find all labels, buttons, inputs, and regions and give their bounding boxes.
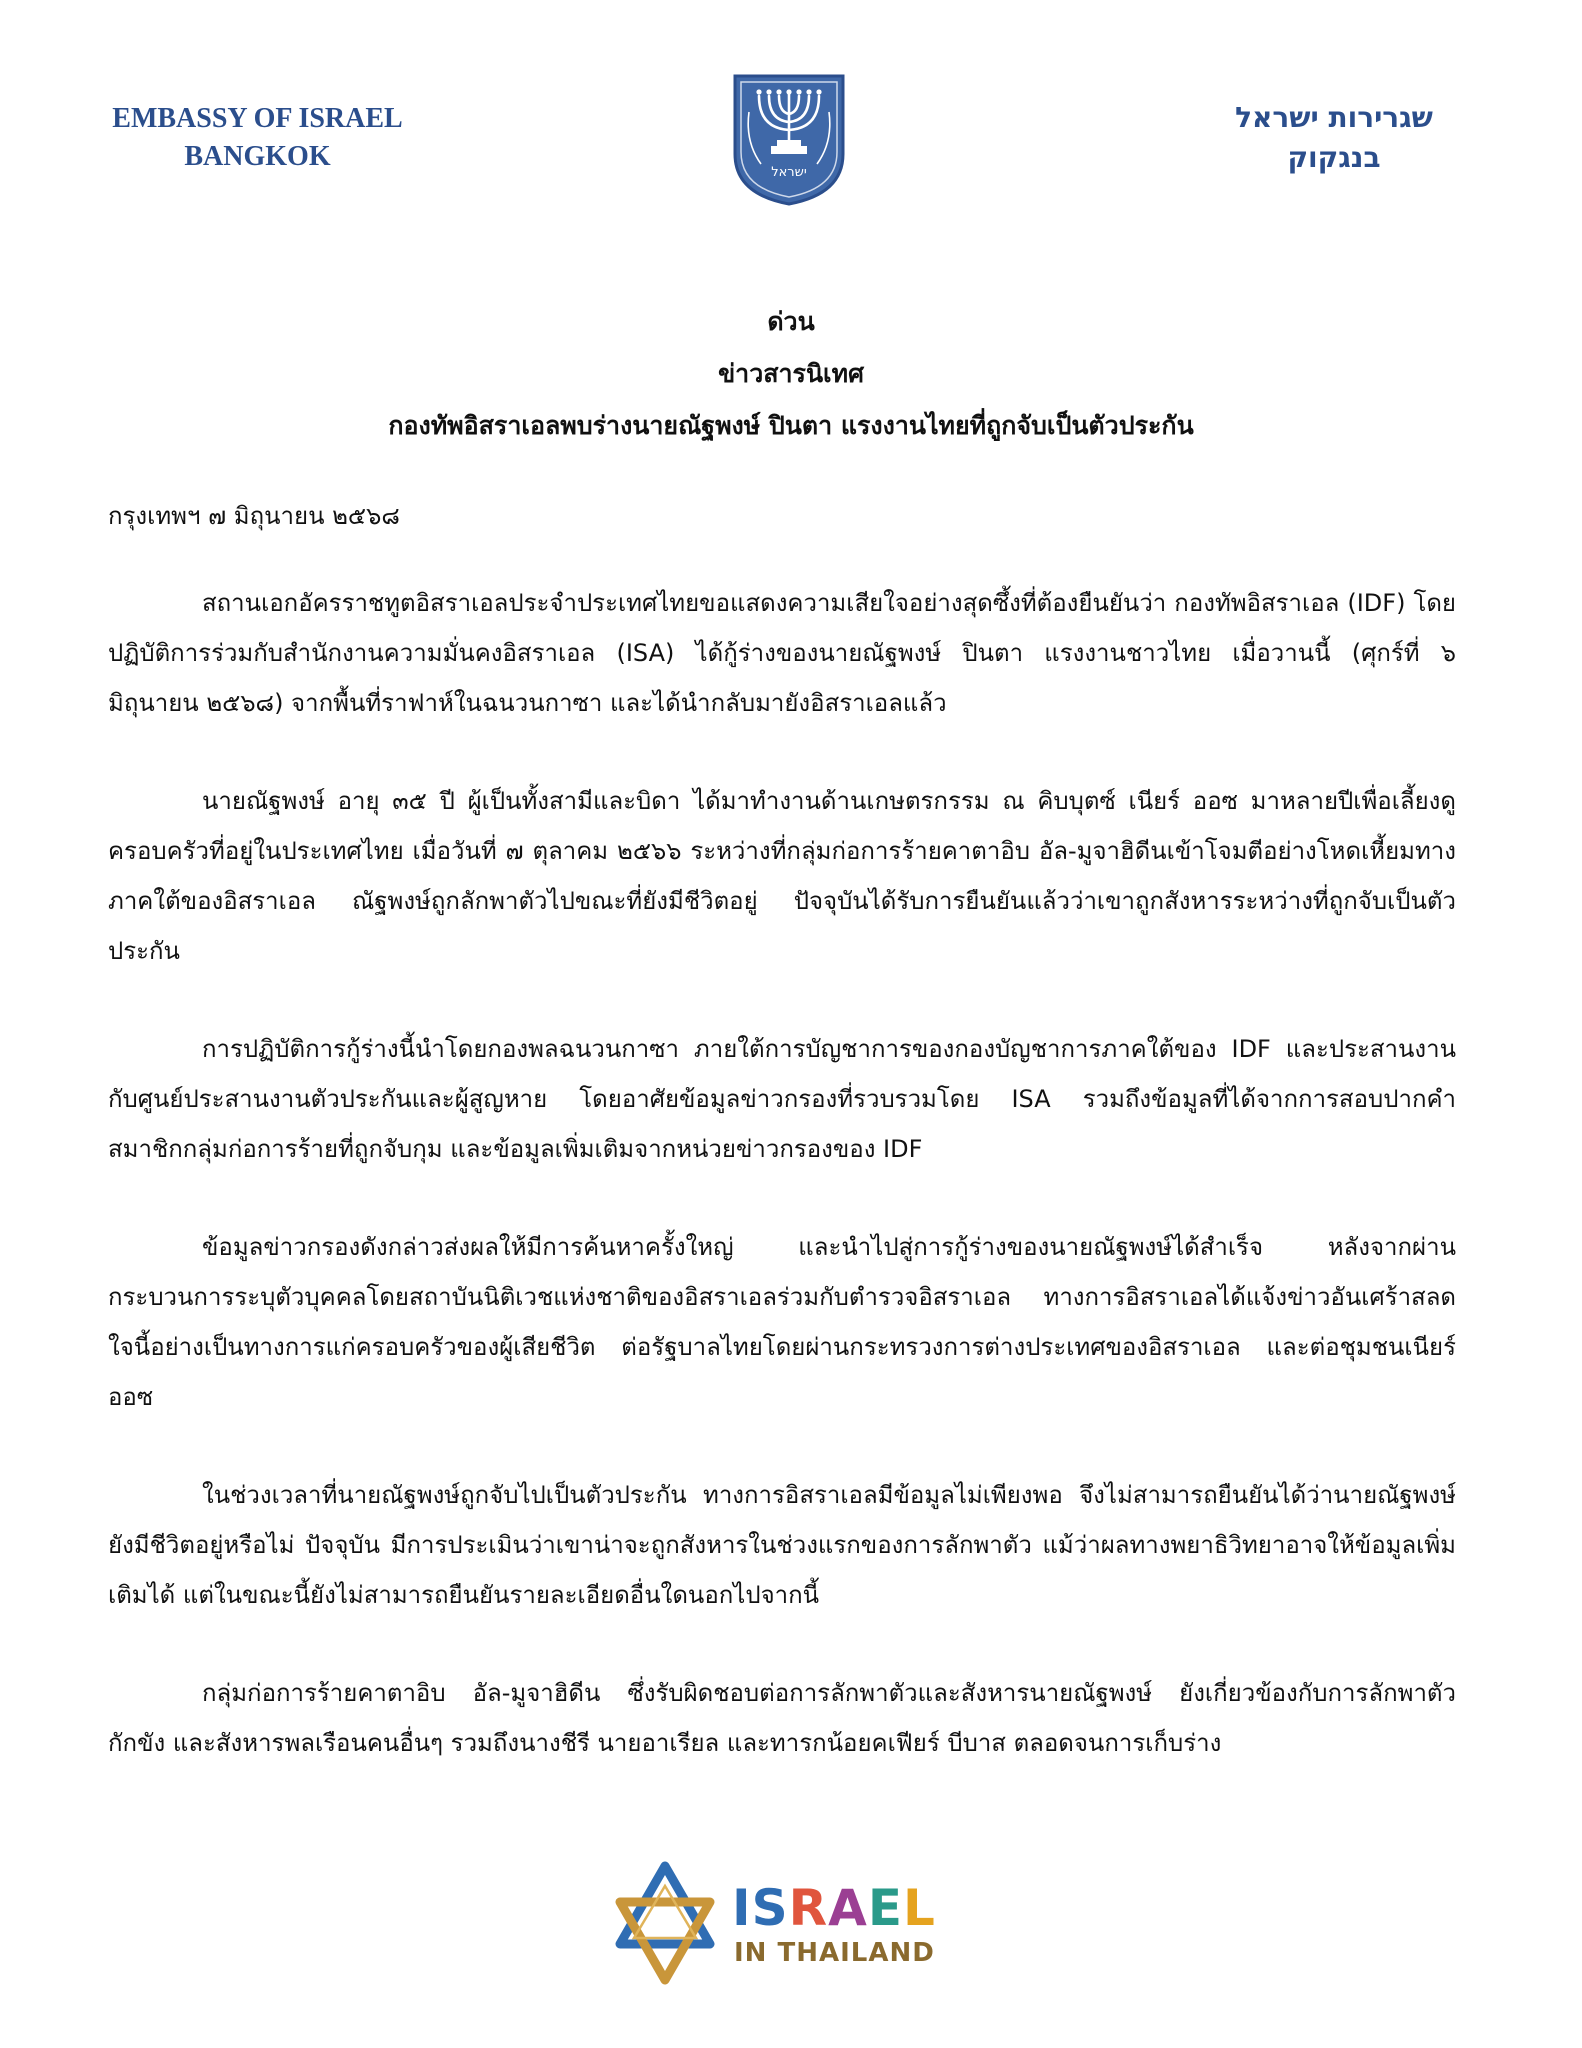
headline — [0, 296, 1582, 452]
emblem-text: ישראל — [771, 165, 807, 180]
body-paragraph: กลุ่มก่อการร้ายคาตาอิบ อัล-มูจาฮิดีน ซึ่งรับผิดชอบต่อการลักพาตัวและสังหารนายณัฐพงษ์ ยังเกี่ยวข้องกับการลักพาตัว กักขัง และสังหารพลเรือนคนอื่นๆ รวมถึงนางชีรี นายอาเรียล และทารกน้อยคเฟียร์ บีบาส ตลอดจนการเก็บร่าง — [108, 1679, 1456, 1757]
israel-in-thailand-logo — [610, 1860, 970, 1990]
logo-letters: A — [828, 1879, 868, 1937]
letterhead-english-line2: BANGKOK — [184, 141, 331, 172]
press-release-body — [108, 578, 1456, 1816]
logo-wordmark — [732, 1880, 936, 1936]
logo-letters: R — [788, 1879, 829, 1937]
headline-category: ข่าวสารนิเทศ — [718, 359, 864, 388]
headline-title: กองทัพอิสราเอลพบร่างนายณัฐพงษ์ ปินตา แรงงานไทยที่ถูกจับเป็นตัวประกัน — [388, 411, 1194, 440]
letterhead-english — [80, 100, 435, 176]
body-paragraph: สถานเอกอัครราชทูตอิสราเอลประจำประเทศไทยขอแสดงความเสียใจอย่างสุดซึ้งที่ต้องยืนยันว่า กองทัพอิสราเอล (IDF) โดยปฏิบัติการร่วมกับสำนักงานความมั่นคงอิสราเอล (ISA) ได้กู้ร่างของนายณัฐพงษ์ ปินตา แรงงานชาวไทย เมื่อวานนี้ (ศุกร์ที่ ๖ มิถุนายน ๒๕๖๘) จากพื้นที่ราฟาห์ในฉนวนกาซา และได้นำกลับมายังอิสราเอลแล้ว — [108, 589, 1456, 717]
body-paragraph: ในช่วงเวลาที่นายณัฐพงษ์ถูกจับไปเป็นตัวประกัน ทางการอิสราเอลมีข้อมูลไม่เพียงพอ จึงไม่สามารถยืนยันได้ว่านายณัฐพงษ์ยังมีชีวิตอยู่หรือไม่ ปัจจุบัน มีการประเมินว่าเขาน่าจะถูกสังหารในช่วงแรกของการลักพาตัว แม้ว่าผลทางพยาธิวิทยาอาจให้ข้อมูลเพิ่มเติมได้ แต่ในขณะนี้ยังไม่สามารถยืนยันรายละเอียดอื่นใดนอกไปจากนี้ — [108, 1481, 1456, 1609]
headline-urgent: ด่วน — [767, 307, 815, 336]
dateline: กรุงเทพฯ ๗ มิถุนายน ๒๕๖๘ — [108, 502, 400, 530]
logo-letters: E — [867, 1879, 903, 1937]
logo-subtitle: IN THAILAND — [734, 1938, 935, 1968]
body-paragraph: ข้อมูลข่าวกรองดังกล่าวส่งผลให้มีการค้นหาครั้งใหญ่ และนำไปสู่การกู้ร่างของนายณัฐพงษ์ได้สำเร็จ หลังจากผ่านกระบวนการระบุตัวบุคคลโดยสถาบันนิติเวชแห่งชาติของอิสราเอลร่วมกับตำรวจอิสราเอล ทางการอิสราเอลได้แจ้งข่าวอันเศร้าสลดใจนี้อย่างเป็นทางการแก่ครอบครัวของผู้เสียชีวิต ต่อรัฐบาลไทยโดยผ่านกระทรวงการต่างประเทศของอิสราเอล และต่อชุมชนเนียร์ ออซ — [108, 1233, 1456, 1411]
logo-letters: L — [903, 1879, 936, 1937]
letterhead-hebrew — [1204, 98, 1464, 178]
logo-letters: IS — [732, 1879, 789, 1937]
body-paragraph: การปฏิบัติการกู้ร่างนี้นำโดยกองพลฉนวนกาซา ภายใต้การบัญชาการของกองบัญชาการภาคใต้ของ IDF และประสานงานกับศูนย์ประสานงานตัวประกันและผู้สูญหาย โดยอาศัยข้อมูลข่าวกรองที่รวบรวมโดย ISA รวมถึงข้อมูลที่ได้จากการสอบปากคำสมาชิกกลุ่มก่อการร้ายที่ถูกจับกุม และข้อมูลเพิ่มเติมจากหน่วยข่าวกรองของ IDF — [108, 1035, 1456, 1163]
star-of-david-icon — [610, 1860, 720, 1990]
body-paragraph: นายณัฐพงษ์ อายุ ๓๕ ปี ผู้เป็นทั้งสามีและบิดา ได้มาทำงานด้านเกษตรกรรม ณ คิบบุตซ์ เนียร์ ออซ มาหลายปีเพื่อเลี้ยงดูครอบครัวที่อยู่ในประเทศไทย เมื่อวันที่ ๗ ตุลาคม ๒๕๖๖ ระหว่างที่กลุ่มก่อการร้ายคาตาอิบ อัล-มูจาฮิดีนเข้าโจมตีอย่างโหดเหี้ยมทางภาคใต้ของอิสราเอล ณัฐพงษ์ถูกลักพาตัวไปขณะที่ยังมีชีวิตอยู่ ปัจจุบันได้รับการยืนยันแล้วว่าเขาถูกสังหารระหว่างที่ถูกจับเป็นตัวประกัน — [108, 787, 1456, 965]
letterhead-hebrew-line2: בנגקוק — [1287, 141, 1381, 174]
emblem-of-israel-icon — [731, 72, 847, 206]
letterhead-hebrew-line1: שגרירות ישראל — [1235, 101, 1433, 134]
letterhead-english-line1: EMBASSY OF ISRAEL — [112, 103, 403, 134]
